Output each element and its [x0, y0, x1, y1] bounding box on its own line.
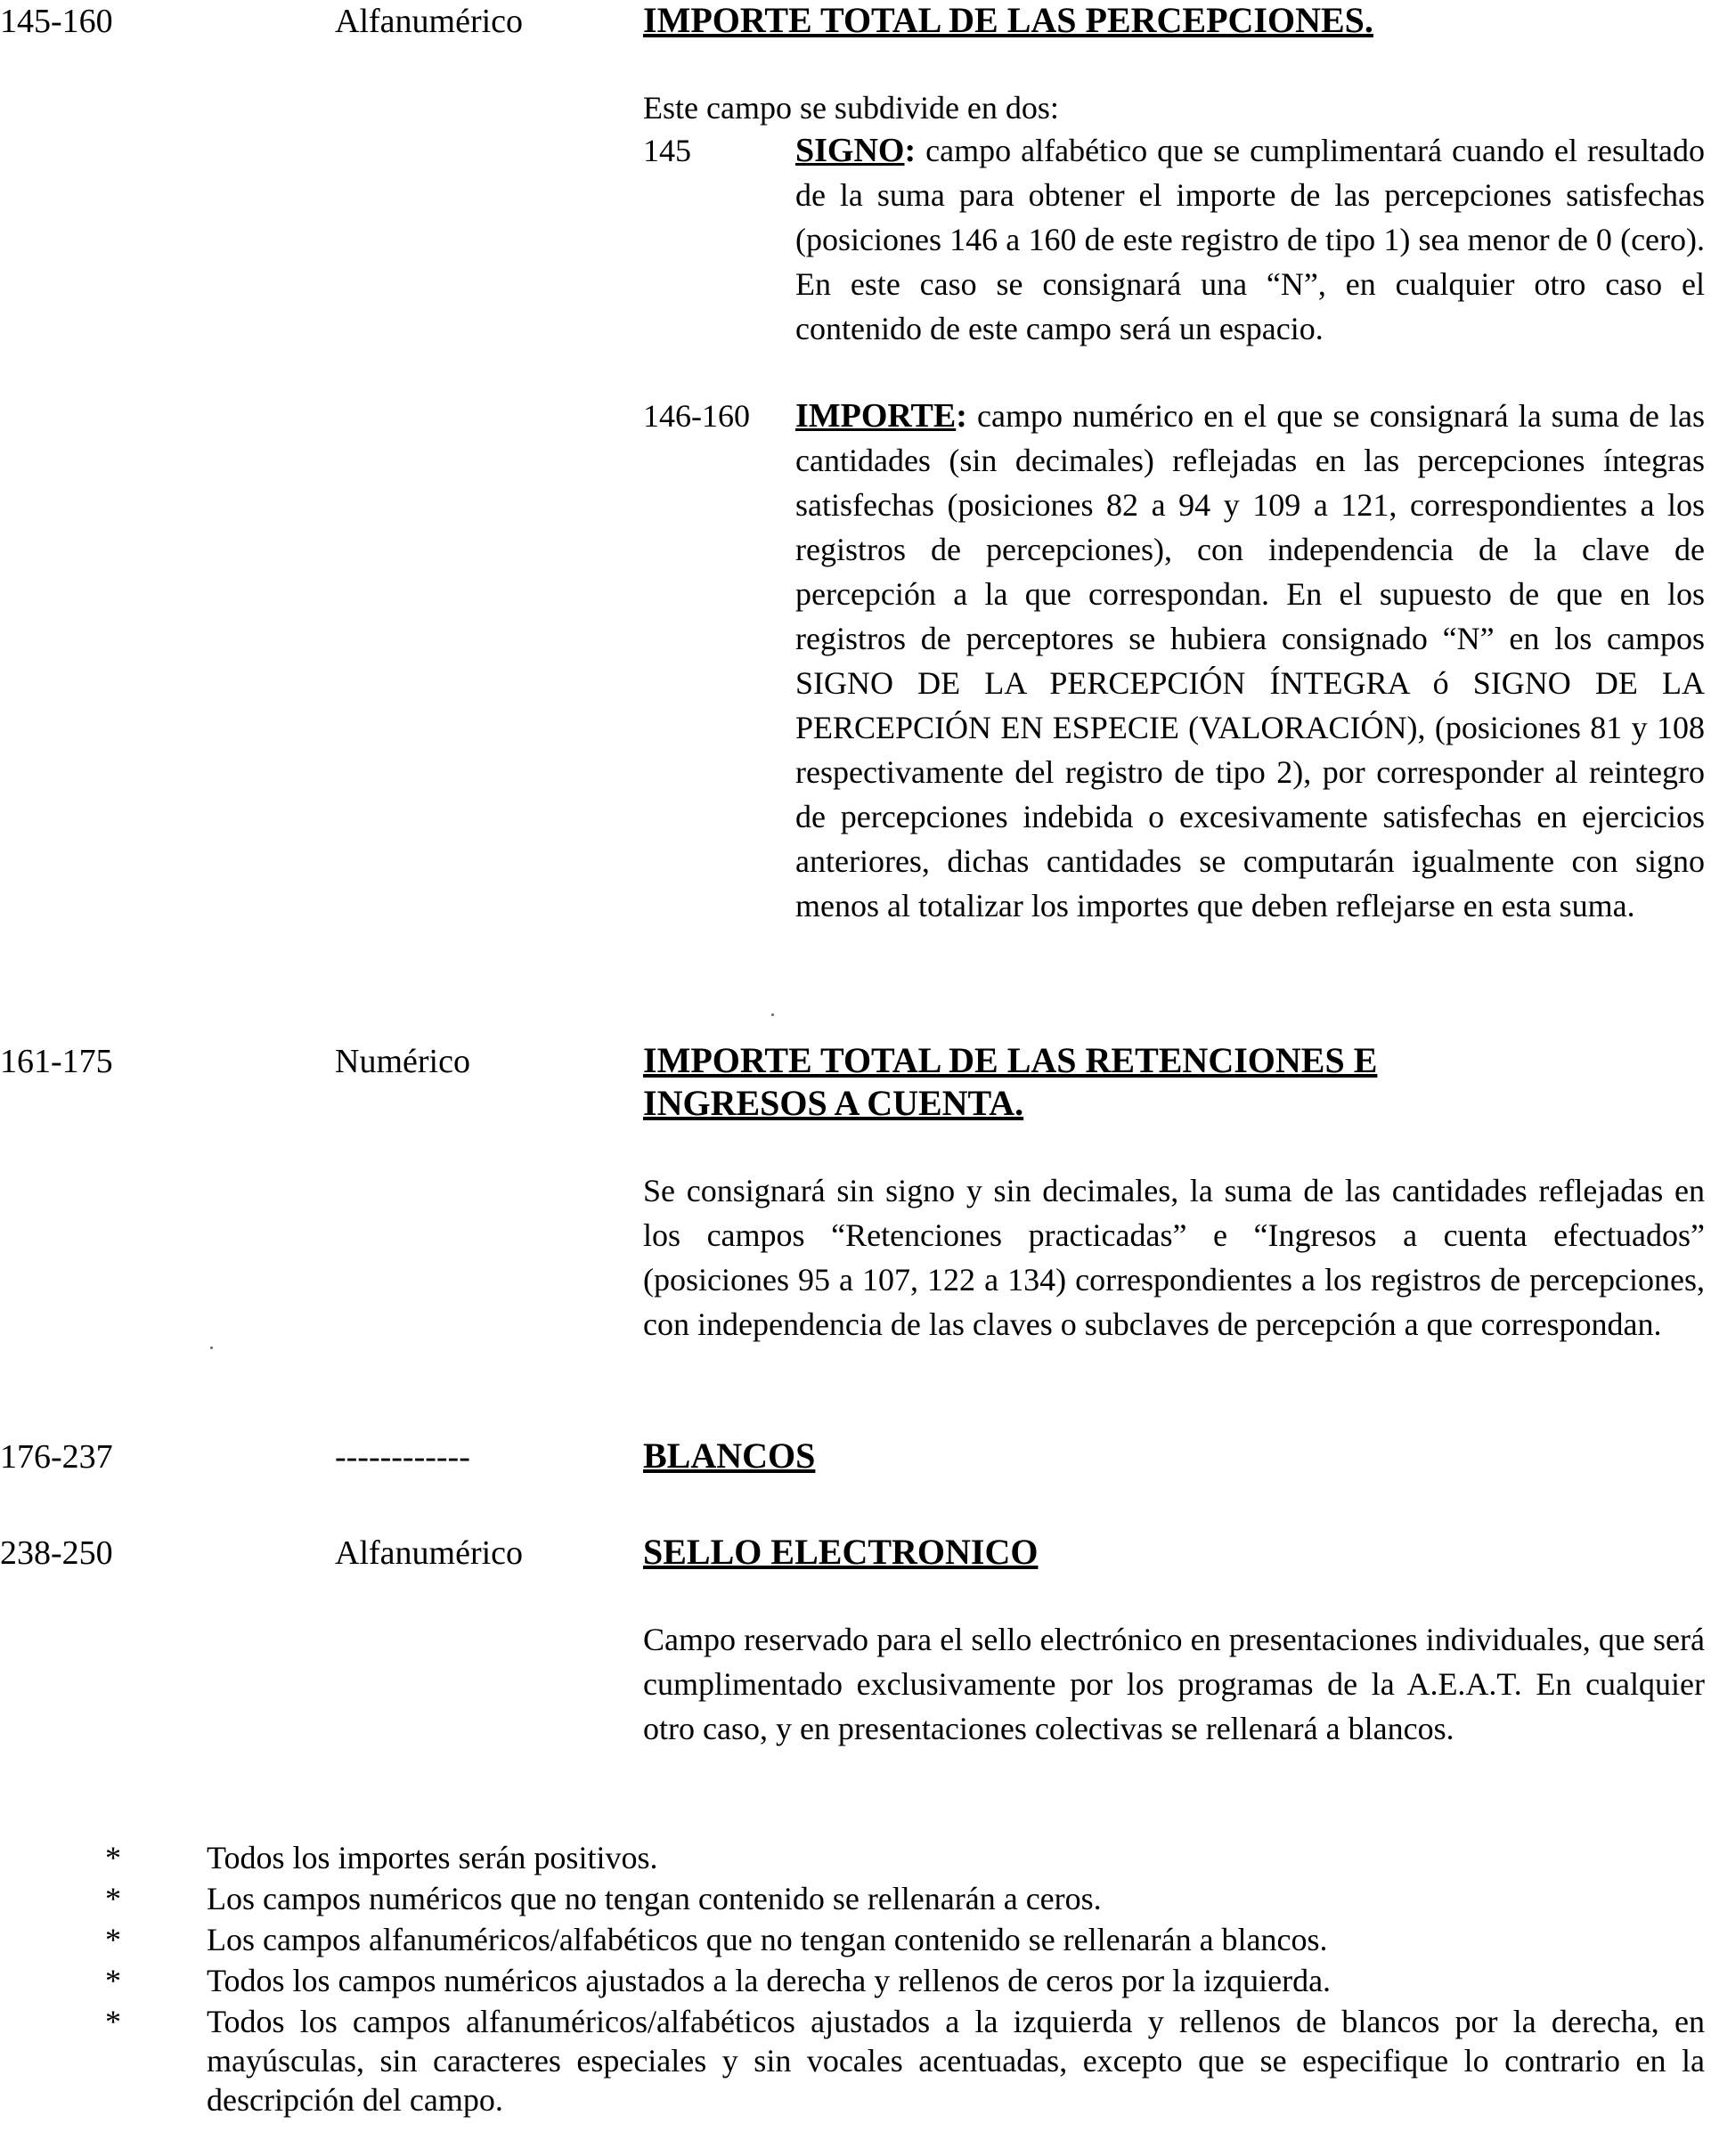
bullet-marker: *: [105, 2004, 121, 2039]
field-intro: Este campo se subdivide en dos:: [643, 90, 1059, 126]
field-type: Alfanumérico: [335, 3, 524, 40]
note-item: Los campos alfanuméricos/alfabéticos que no tengan contenido se rellenarán a blancos.: [207, 1922, 1328, 1957]
field-type: Alfanumérico: [335, 1534, 524, 1572]
field-title: IMPORTE TOTAL DE LAS PERCEPCIONES.: [643, 0, 1373, 40]
note-item: Todos los campos numéricos ajustados a la derecha y rellenos de ceros por la izquierda.: [207, 1963, 1332, 1998]
bullet-marker: *: [105, 1881, 121, 1916]
bullet-marker: *: [105, 1922, 121, 1957]
field-position: 176-237: [0, 1438, 113, 1476]
field-position: 238-250: [0, 1534, 113, 1572]
subfield-description: IMPORTE: campo numérico en el que se consignará la suma de las cantidades (sin decimales) reflejadas en las percepciones íntegras satisfechas (posiciones 82 a 94 y 109 a 121, correspondientes a los registros de percepciones), con independencia de la clave de percepción a la que correspondan. En el supuesto de que en los registros de perceptores se hubiera consignado “N” en los campos SIGNO DE LA PERCEPCIÓN ÍNTEGRA ó SIGNO DE LA PERCEPCIÓN EN ESPECIE (VALORACIÓN), (posiciones 81 y 108 respectivamente del registro de tipo 2), por corresponder al reintegro de percepciones indebida o excesivamente satisfechas en ejercicios anteriores, dichas cantidades se computarán igualmente con signo menos al totalizar los importes que deben reflejarse en esta suma.: [795, 397, 1706, 923]
field-title: BLANCOS: [643, 1436, 816, 1476]
note-item: Todos los campos alfanuméricos/alfabéticos ajustados a la izquierda y rellenos de blancos por la derecha, en mayúsculas, sin caracteres especiales y sin vocales acentuadas, excepto que se especifique lo contrario en la descripción del campo.: [207, 2004, 1705, 2118]
note-item: Todos los importes serán positivos.: [207, 1840, 658, 1875]
field-position: 161-175: [0, 1043, 113, 1080]
subfield-label: SIGNO: [795, 132, 905, 169]
field-type: Numérico: [335, 1043, 470, 1080]
field-position: 145-160: [0, 3, 113, 40]
subfield-number: 146-160: [643, 398, 750, 434]
note-item: Los campos numéricos que no tengan contenido se rellenarán a ceros.: [207, 1881, 1102, 1916]
field-title: SELLO ELECTRONICO: [643, 1532, 1039, 1572]
bullet-marker: *: [105, 1963, 121, 1998]
subfield-text: campo alfabético que se cumplimentará cuando el resultado de la suma para obtener el importe de las percepciones satisfechas (posiciones 146 a 160 de este registro de tipo 1) sea menor de 0 (cero). En este caso se consignará una “N”, en cualquier otro caso el contenido de este campo será un espacio.: [795, 133, 1705, 346]
subfield-description: SIGNO: campo alfabético que se cumplimentará cuando el resultado de la suma para obtener el importe de las percepciones satisfechas (posiciones 146 a 160 de este registro de tipo 1) sea menor de 0 (cero). En este caso se consignará una “N”, en cualquier otro caso el contenido de este campo será un espacio.: [795, 132, 1705, 346]
scan-speck: [210, 1346, 213, 1349]
scan-speck: [771, 1013, 774, 1016]
subfield-number: 145: [643, 133, 691, 168]
bullet-marker: *: [105, 1840, 121, 1875]
field-description: Se consignará sin signo y sin decimales, la suma de las cantidades reflejadas en los campos “Retenciones practicadas” e “Ingresos a cuenta efectuados” (posiciones 95 a 107, 122 a 134) correspondientes a los registros de percepciones, con independencia de las claves o subclaves de percepción a que correspondan.: [643, 1173, 1705, 1342]
subfield-text: campo numérico en el que se consignará la suma de las cantidades (sin decimales) reflejadas en las percepciones íntegras satisfechas (posiciones 82 a 94 y 109 a 121, correspondientes a los registros de percepciones), con independencia de la clave de percepción a la que correspondan. En el supuesto de que en los registros de perceptores se hubiera consignado “N” en los campos SIGNO DE LA PERCEPCIÓN ÍNTEGRA ó SIGNO DE LA PERCEPCIÓN EN ESPECIE (VALORACIÓN), (posiciones 81 y 108 respectivamente del registro de tipo 2), por corresponder al reintegro de percepciones indebida o excesivamente satisfechas en ejercicios anteriores, dichas cantidades se computarán igualmente con signo menos al totalizar los importes que deben reflejarse en esta suma.: [795, 398, 1706, 923]
field-type: ------------: [335, 1438, 470, 1476]
field-title-line-1: IMPORTE TOTAL DE LAS RETENCIONES E: [643, 1040, 1378, 1080]
field-description: Campo reservado para el sello electrónico en presentaciones individuales, que será cumplimentado exclusivamente por los programas de la A.E.A.T. En cualquier otro caso, y en presentaciones colectivas se rellenará a blancos.: [643, 1622, 1705, 1746]
field-title-line-2: INGRESOS A CUENTA.: [643, 1083, 1024, 1123]
subfield-label: IMPORTE: [795, 397, 957, 435]
